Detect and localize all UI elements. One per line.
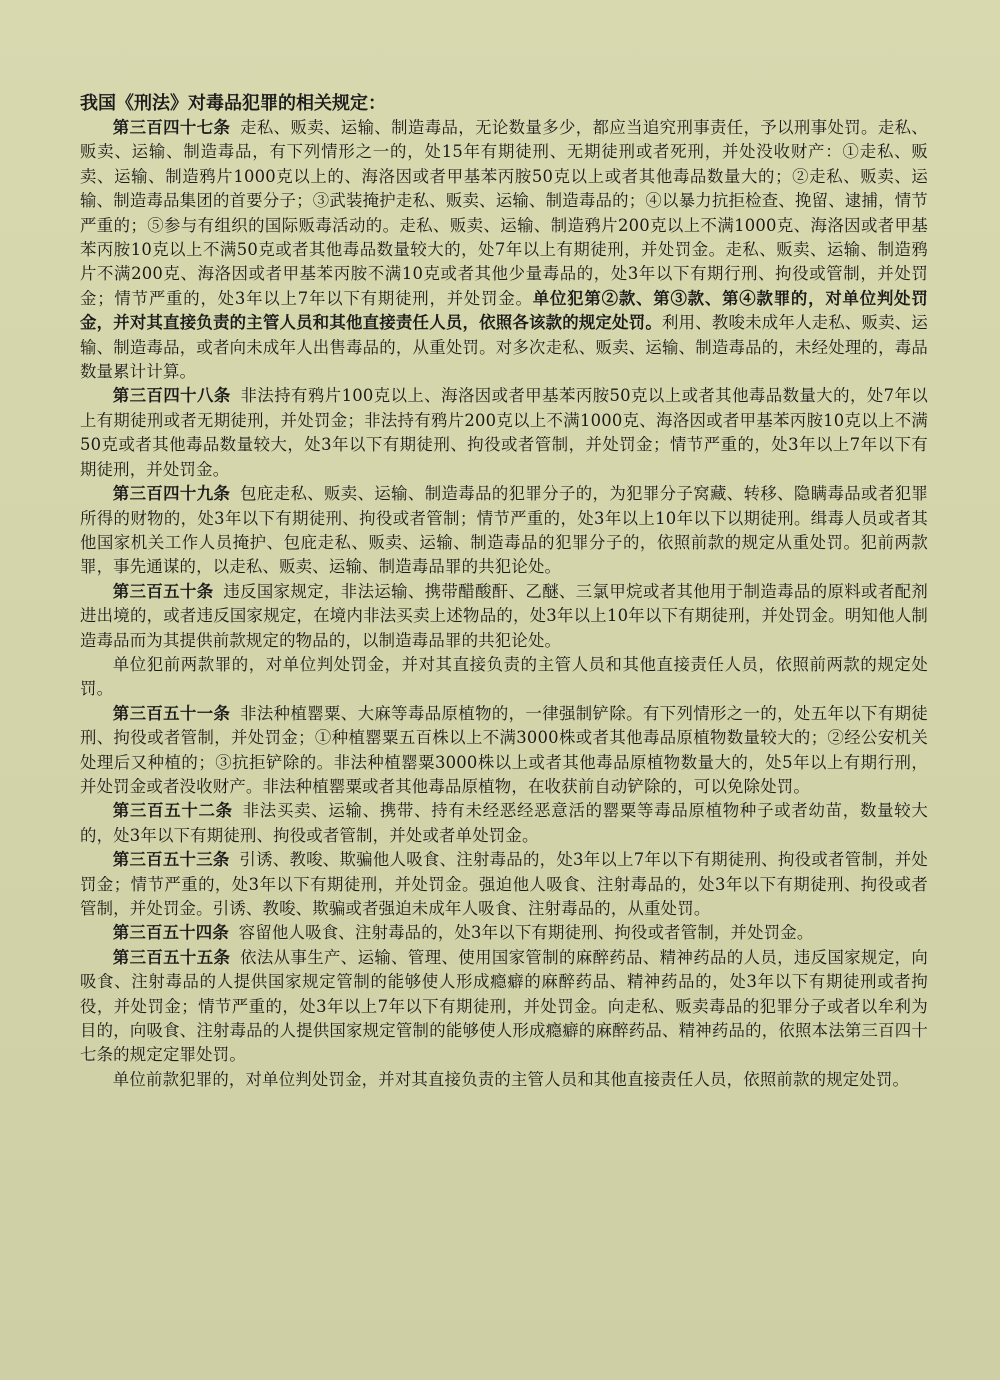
article-350 — [80, 580, 928, 653]
article-352 — [80, 799, 928, 848]
article-350-paragraph-2: 单位犯前两款罪的，对单位判处罚金，并对其直接负责的主管人员和其他直接责任人员，依照前两款的规定处罚。 — [80, 654, 928, 699]
article-349-heading: 第三百四十九条 — [112, 484, 231, 504]
article-350-text: 违反国家规定，非法运输、携带醋酸酐、乙醚、三氯甲烷或者其他用于制造毒品的原料或者配剂进出境的，或者违反国家规定，在境内非法买卖上述物品的，处3年以上10年以下有期徒刑，并处罚金。明知他人制造毒品而为其提供前款规定的物品的，以制造毒品罪的共犯论处。 — [80, 581, 928, 650]
article-352-text: 非法买卖、运输、携带、持有未经恶经恶意活的罂粟等毒品原植物种子或者幼苗，数量较大的，处3年以下有期徒刑、拘役或者管制，并处或者单处罚金。 — [80, 801, 928, 845]
article-347 — [80, 116, 928, 384]
article-353 — [80, 848, 928, 921]
article-355-text: 依法从事生产、运输、管理、使用国家管制的麻醉药品、精神药品的人员，违反国家规定，向吸食、注射毒品的人提供国家规定管制的能够使人形成瘾癖的麻醉药品、精神药品的，处3年以下有期徒刑或者拘役，并处罚金；情节严重的，处3年以上7年以下有期徒刑，并处罚金。向走私、贩卖毒品的犯罪分子或者以牟利为目的，向吸食、注射毒品的人提供国家规定管制的能够使人形成瘾癖的麻醉药品、精神药品的，依照本法第三百四十七条的规定定罪处罚。 — [80, 947, 928, 1065]
article-349-text: 包庇走私、贩卖、运输、制造毒品的犯罪分子的，为犯罪分子窝藏、转移、隐瞒毒品或者犯罪所得的财物的，处3年以下有期徒刑、拘役或者管制；情节严重的，处3年以上10年以下以期徒刑。缉毒人员或者其他国家机关工作人员掩护、包庇走私、贩卖、运输、制造毒品的犯罪分子的，依照前款的规定从重处罚。犯前两款罪，事先通谋的，以走私、贩卖、运输、制造毒品罪的共犯论处。 — [80, 484, 928, 577]
article-351-heading: 第三百五十一条 — [112, 703, 231, 723]
article-354-text: 容留他人吸食、注射毒品的，处3年以下有期徒刑、拘役或者管制，并处罚金。 — [238, 923, 814, 943]
article-348-heading: 第三百四十八条 — [112, 386, 231, 406]
article-347-text-2: 利用、教唆未成年人走私、贩卖、运输、制造毒品，或者向未成年人出售毒品的，从重处罚。对多次走私、贩卖、运输、制造毒品的，未经处理的，毒品数量累计计算。 — [80, 313, 928, 382]
article-351-text: 非法种植罂粟、大麻等毒品原植物的，一律强制铲除。有下列情形之一的，处五年以下有期徒刑、拘役或者管制，并处罚金；①种植罂粟五百株以上不满3000株或者其他毒品原植物数量较大的；②经公安机关处理后又种植的；③抗拒铲除的。非法种植罂粟3000株以上或者其他毒品原植物数量大的，处5年以上有期行刑，并处罚金或者没收财产。非法种植罂粟或者其他毒品原植物，在收获前自动铲除的，可以免除处罚。 — [80, 703, 928, 796]
article-349 — [80, 482, 928, 580]
article-354-heading: 第三百五十四条 — [112, 923, 229, 943]
article-352-heading: 第三百五十二条 — [112, 801, 233, 821]
article-348 — [80, 384, 928, 482]
document-title: 我国《刑法》对毒品犯罪的相关规定： — [80, 93, 386, 114]
article-347-bold-text: 单位犯第②款、第③款、第④款罪的，对单位判处罚金，并对其直接负责的主管人员和其他直接责任人员，依照各该款的规定处罚。 — [80, 288, 928, 333]
article-348-text: 非法持有鸦片100克以上、海洛因或者甲基苯丙胺50克以上或者其他毒品数量大的，处7年以上有期徒刑或者无期徒刑，并处罚金；非法持有鸦片200克以上不满1000克、海洛因或者甲基苯丙胺10克以上不满50克或者其他毒品数量较大，处3年以下有期徒刑、拘役或者管制，并处罚金；情节严重的，处3年以上7年以下有期徒刑，并处罚金。 — [80, 386, 928, 479]
article-347-heading: 第三百四十七条 — [112, 118, 231, 137]
article-353-text: 引诱、教唆、欺骗他人吸食、注射毒品的，处3年以上7年以下有期徒刑、拘役或者管制，并处罚金；情节严重的，处3年以下有期徒刑，并处罚金。强迫他人吸食、注射毒品的，处3年以下有期徒刑、拘役或者管制，并处罚金。引诱、教唆、欺骗或者强迫未成年人吸食、注射毒品的，从重处罚。 — [80, 850, 928, 918]
article-347-text: 走私、贩卖、运输、制造毒品，无论数量多少，都应当追究刑事责任，予以刑事处罚。走私、贩卖、运输、制造毒品，有下列情形之一的，处15年有期徒刑、无期徒刑或者死刑，并处没收财产：①走私、贩卖、运输、制造鸦片1000克以上的、海洛因或者甲基苯丙胺50克以上或者其他毒品数量大的；②走私、贩卖、运输、制造毒品集团的首要分子；③武装掩护走私、贩卖、运输、制造毒品的；④以暴力抗拒检查、挽留、逮捕，情节严重的；⑤参与有组织的国际贩毒活动的。走私、贩卖、运输、制造鸦片200克以上不满1000克、海洛因或者甲基苯丙胺10克以上不满50克或者其他毒品数量较大的，处7年以上有期徒刑，并处罚金。走私、贩卖、运输、制造鸦片不满200克、海洛因或者甲基苯丙胺不满10克或者其他少量毒品的，处3年以下有期行刑、拘役或管制，并处罚金；情节严重的，处3年以上7年以下有期徒刑，并处罚金。 — [80, 118, 928, 308]
article-353-heading: 第三百五十三条 — [112, 850, 230, 870]
article-355-paragraph-2: 单位前款犯罪的，对单位判处罚金，并对其直接负责的主管人员和其他直接责任人员，依照前款的规定处罚。 — [112, 1069, 910, 1089]
article-350-heading: 第三百五十条 — [112, 581, 214, 601]
article-355 — [80, 946, 928, 1068]
article-351 — [80, 702, 928, 800]
article-354 — [80, 921, 928, 945]
article-355-heading: 第三百五十五条 — [112, 947, 231, 967]
